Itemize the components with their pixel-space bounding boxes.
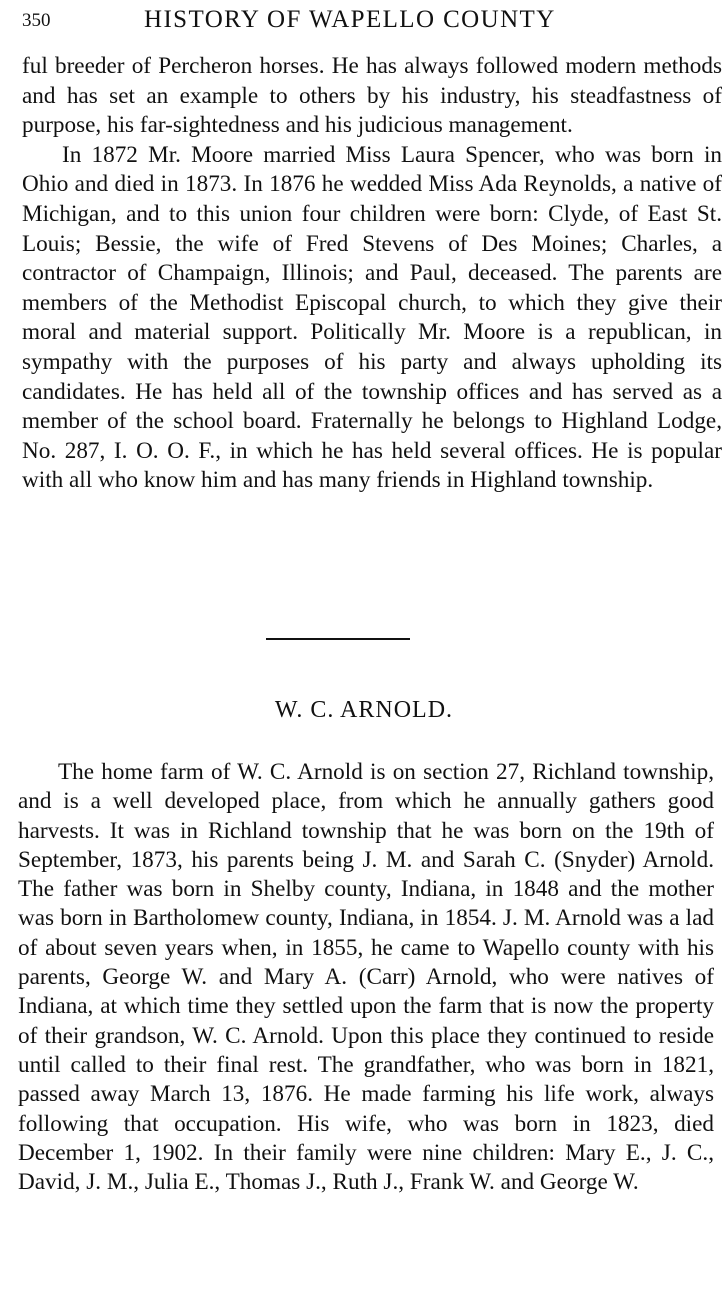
arnold-biography-section [18, 758, 714, 1197]
page-header [22, 6, 722, 40]
moore-biography-section [22, 52, 722, 496]
section-title: W. C. ARNOLD. [274, 697, 454, 723]
page-number: 350 [22, 10, 51, 31]
moore-family-paragraph: In 1872 Mr. Moore married Miss Laura Spencer, who was born in Ohio and died in 1873. In 1876 he wedded Miss Ada Reynolds, a native of Michigan, and to this union four children were born: Clyde, of East St. Louis; Bessie, the wife of Fred Stevens of Des Moines; Charles, a contractor of Champaign, Illinois; and Paul, deceased. The parents are members of the Methodist Episcopal church, to which they give their moral and material support. Politically Mr. Moore is a republican, in sympathy with the purposes of his party and always upholding its candidates. He has held all of the township offices and has served as a member of the school board. Fraternally he belongs to Highland Lodge, No. 287, I. O. O. F., in which he has held several offices. He is popular with all who know him and has many friends in Highland township. [22, 141, 722, 494]
continued-paragraph: ful breeder of Percheron horses. He has always followed modern methods and has set an example to others by his industry, his steadfastness of purpose, his far-sightedness and his judicious management. [22, 53, 722, 139]
section-divider [266, 638, 410, 640]
running-head: HISTORY OF WAPELLO COUNTY [144, 6, 556, 33]
arnold-paragraph: The home farm of W. C. Arnold is on section 27, Richland township, and is a well developed place, from which he annually gathers good harvests. It was in Richland township that he was born on the 19th of September, 1873, his parents being J. M. and Sarah C. (Snyder) Arnold. The father was born in Shelby county, Indiana, in 1848 and the mother was born in Bartholomew county, Indiana, in 1854. J. M. Arnold was a lad of about seven years when, in 1855, he came to Wapello county with his parents, George W. and Mary A. (Carr) Arnold, who were natives of Indiana, at which time they settled upon the farm that is now the property of their grandson, W. C. Arnold. Upon this place they continued to reside until called to their final rest. The grandfather, who was born in 1821, passed away March 13, 1876. He made farming his life work, always following that occupation. His wife, who was born in 1823, died December 1, 1902. In their family were nine children: Mary E., J. C., David, J. M., Julia E., Thomas J., Ruth J., Frank W. and George W. [18, 759, 714, 1196]
